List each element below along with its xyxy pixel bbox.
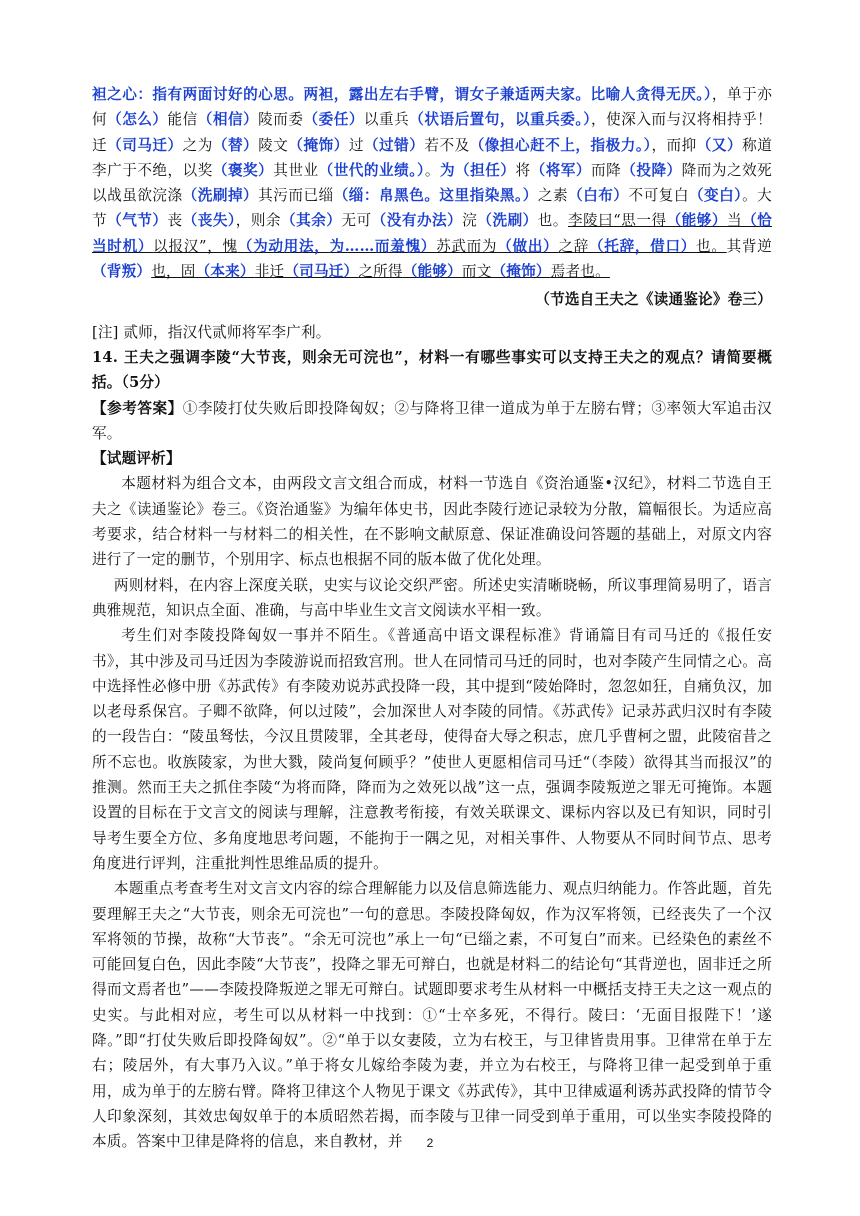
annotation: （做出）	[497, 237, 559, 255]
annotation: （掩饰）	[491, 263, 551, 281]
annotation: （洗刷）	[477, 212, 538, 230]
annotation: （能够）	[666, 212, 727, 230]
annotation: （怎么）	[107, 111, 168, 129]
footnote: [注] 贰师，指汉代贰师将军李广利。	[92, 323, 331, 341]
annotation: （洗刷掉）	[182, 187, 259, 205]
analysis-paragraph-1: 本题材料为组合文本，由两段文言文组合而成，材料一节选自《资治通鉴•汉纪》，材料二节选自王夫之《读通鉴论》卷三。《资治通鉴》为编年体史书，因此李陵行迹记录较为分散，篇幅很长。为适应高考要求，结合材料一与材料二的相关性，在不影响文献原意、保证准确设问答题的基础上，对原文内容进行了一定的删节，个别用字、标点也根据不同的版本做了优化处理。	[92, 475, 772, 569]
passage-text: 而文	[461, 263, 492, 281]
passage-text: 将	[515, 161, 531, 179]
annotation: （世代的业绩。）	[318, 161, 425, 179]
passage-text: ，则余	[235, 212, 282, 230]
answer-label: 【参考答案】	[92, 399, 183, 417]
passage-text: 不可复白	[628, 187, 689, 205]
annotation: （司马迁）	[107, 136, 183, 154]
passage-text: 其污而已缁	[258, 187, 334, 205]
annotation: （像担心赶不上，指极力。）	[469, 136, 652, 154]
annotated-passage	[92, 82, 772, 284]
annotation: （本来）	[195, 263, 255, 281]
passage-text: 也。	[696, 237, 727, 255]
passage-text: 非迁	[254, 263, 285, 281]
annotation: （丧失）	[182, 212, 236, 230]
passage-text: ，单于亦何	[92, 86, 772, 129]
annotation: （背叛）	[92, 263, 152, 281]
annotation: （投降）	[621, 161, 682, 179]
annotation: 为（担任）	[439, 161, 516, 179]
annotation: （掩饰）	[288, 136, 349, 154]
passage-text: 陵文	[258, 136, 289, 154]
analysis-heading: 【试题评析】	[92, 450, 181, 468]
passage-text: 之辞	[558, 237, 589, 255]
passage-text: 陵而委	[258, 111, 304, 129]
annotation: （没有办法）	[371, 212, 463, 230]
annotation: （托辞，借口）	[589, 237, 697, 255]
passage-text: 浣	[462, 212, 478, 230]
passage-text: 李陵曰“思一得	[567, 212, 667, 230]
passage-text: 若不及	[424, 136, 470, 154]
annotation: （为动用法，为……而羞愧）	[237, 237, 437, 255]
annotation: （白布）	[568, 187, 629, 205]
annotation: （替）	[212, 136, 259, 154]
passage-text: 能信	[167, 111, 198, 129]
analysis-paragraph-3: 考生们对李陵投降匈奴一事并不陌生。《普通高中语文课程标准》背诵篇目有司马迁的《报任安书》，其中涉及司马迁因为李陵游说而招致宫刑。世人在同情司马迁的同时，也对李陵产生同情之心。高中选择性必修中册《苏武传》有李陵劝说苏武投降一段，其中提到“陵始降时，忽忽如狂，自痛负汉，加以老母系保宫。子卿不欲降，何以过陵”，会加深世人对李陵的同情。《苏武传》记录苏武归汉时有李陵的一段告白：“陵虽驽怯，今汉且贯陵罪，全其老母，使得奋大辱之积志，庶几乎曹柯之盟，此陵宿昔之所不忘也。收族陵家，为世大戮，陵尚复何顾乎？”使世人更愿相信司马迁“（李陵）欲得其当而报汉”的推测。然而王夫之抓住李陵“为将而降，降而为之效死以战”这一点，强调李陵叛逆之罪无可掩饰。本题设置的目标在于文言文的阅读与理解，注意教考衔接，有效关联课文、课标内容以及已有知识，同时引导考生要全方位、多角度地思考问题，不能拘于一隅之见，对相关事件、人物要从不同时间节点、思考角度进行评判，注重批判性思维品质的提升。	[92, 627, 772, 872]
annotation: （其余）	[281, 212, 342, 230]
annotation: （恰当时机）	[92, 212, 772, 255]
passage-text: 而降	[591, 161, 622, 179]
passage-text: 以报汉”，愧	[153, 237, 238, 255]
passage-text: 无可	[341, 212, 372, 230]
passage-text: 丧	[167, 212, 183, 230]
page-number: 2	[426, 1136, 434, 1150]
passage-text: 之为	[182, 136, 213, 154]
annotation: （过错）	[363, 136, 425, 154]
passage-text: 也，固	[151, 263, 196, 281]
analysis-paragraph-4: 本题重点考查考生对文言文内容的综合理解能力以及信息筛选能力、观点归纳能力。作答此题，首先要理解王夫之“大节丧，则余无可浣也”一句的意思。李陵投降匈奴，作为汉军将领，已经丧失了一个汉军将领的节操，故称“大节丧”。“余无可浣也”承上一句“已缁之素，不可复白”而来。已经染色的素丝不可能回复白色，因此李陵“大节丧”，投降之罪无可辩白，也就是材料二的结论句“其背逆也，固非迁之所得而文焉者也”——李陵投降叛逆之罪无可辩白。试题即要求考生从材料一中概括支持王夫之这一观点的史实。与此相对应，考生可以从材料一中找到：①“士卒多死，不得行。陵曰：‘无面目报陛下！’遂降。”即“打仗失败后即投降匈奴”。②“单于以女妻陵，立为右校王，与卫律皆贵用事。卫律常在单于左右；陵居外，有大事乃入议。”单于将女儿嫁给李陵为妻，并立为右校王，与降将卫律一起受到单于重用，成为单于的左膀右臂。降将卫律这个人物见于课文《苏武传》，其中卫律威逼利诱苏武投降的情节令人印象深刻，其效忠匈奴单于的本质昭然若揭，而李陵与卫律一同受到单于重用，可以坐实李陵投降的本质。答案中卫律是降将的信息，来自教材，并	[92, 880, 772, 1151]
annotation: 袒之心：指有两面讨好的心思。两袒，露出左右手臂，谓女子兼适两夫家。比喻人贪得无厌。）	[92, 86, 712, 103]
passage-text: 之素	[537, 187, 569, 205]
passage-text: ，而抑	[651, 136, 697, 154]
annotation: （委任）	[303, 111, 364, 129]
passage-text: 降而为之效死以战虽欲浣涤	[92, 161, 772, 205]
passage-text: 当	[726, 212, 743, 230]
annotation: （气节）	[107, 212, 168, 230]
passage-text: 过	[348, 136, 364, 154]
passage-text: 之所得	[358, 263, 403, 281]
annotation: （状语后置句，以重兵委。）	[409, 111, 592, 129]
passage-text: 其世业	[273, 161, 319, 179]
passage-text: 焉者也。	[550, 263, 610, 281]
annotation: （相信）	[197, 111, 259, 129]
passage-text: 以重兵	[363, 111, 410, 129]
passage-text: 也。	[537, 212, 568, 230]
annotation: （又）	[696, 136, 743, 154]
annotation: （司马迁）	[284, 263, 359, 281]
passage-text: 。	[424, 161, 440, 179]
answer-text: ①李陵打仗失败后即投降匈奴；②与降将卫律一道成为单于左膀右臂；③率领大军追击汉军。	[92, 399, 772, 442]
annotation: （褒奖）	[212, 161, 274, 179]
annotation: （能够）	[402, 263, 462, 281]
annotation: （将军）	[530, 161, 592, 179]
passage-text: 其背逆	[726, 237, 772, 255]
reference-answer	[92, 396, 772, 447]
question-14: 14. 王夫之强调李陵“大节丧，则余无可浣也”，材料一有哪些事实可以支持王夫之的观点？请简要概括。（5分）	[92, 348, 772, 392]
source-citation: （节选自王夫之《读通鉴论》卷三）	[535, 291, 772, 309]
passage-text: 苏武而为	[436, 237, 498, 255]
analysis-paragraph-2: 两则材料，在内容上深度关联，史实与议论交织严密。所述史实清晰晓畅，所议事理简易明了，语言典雅规范，知识点全面、准确，与高中毕业生文言文阅读水平相一致。	[92, 576, 772, 619]
passage-text: 称道李广于不绝，以奖	[92, 136, 773, 179]
passage-text: ，使深入而与汉将相持乎！迁	[92, 111, 772, 154]
passage-text: 。大节	[92, 187, 772, 230]
document-page	[92, 82, 772, 1154]
annotation: （变白）	[688, 187, 743, 205]
annotation: （缁：帛黑色。这里指染黑。）	[333, 187, 538, 205]
